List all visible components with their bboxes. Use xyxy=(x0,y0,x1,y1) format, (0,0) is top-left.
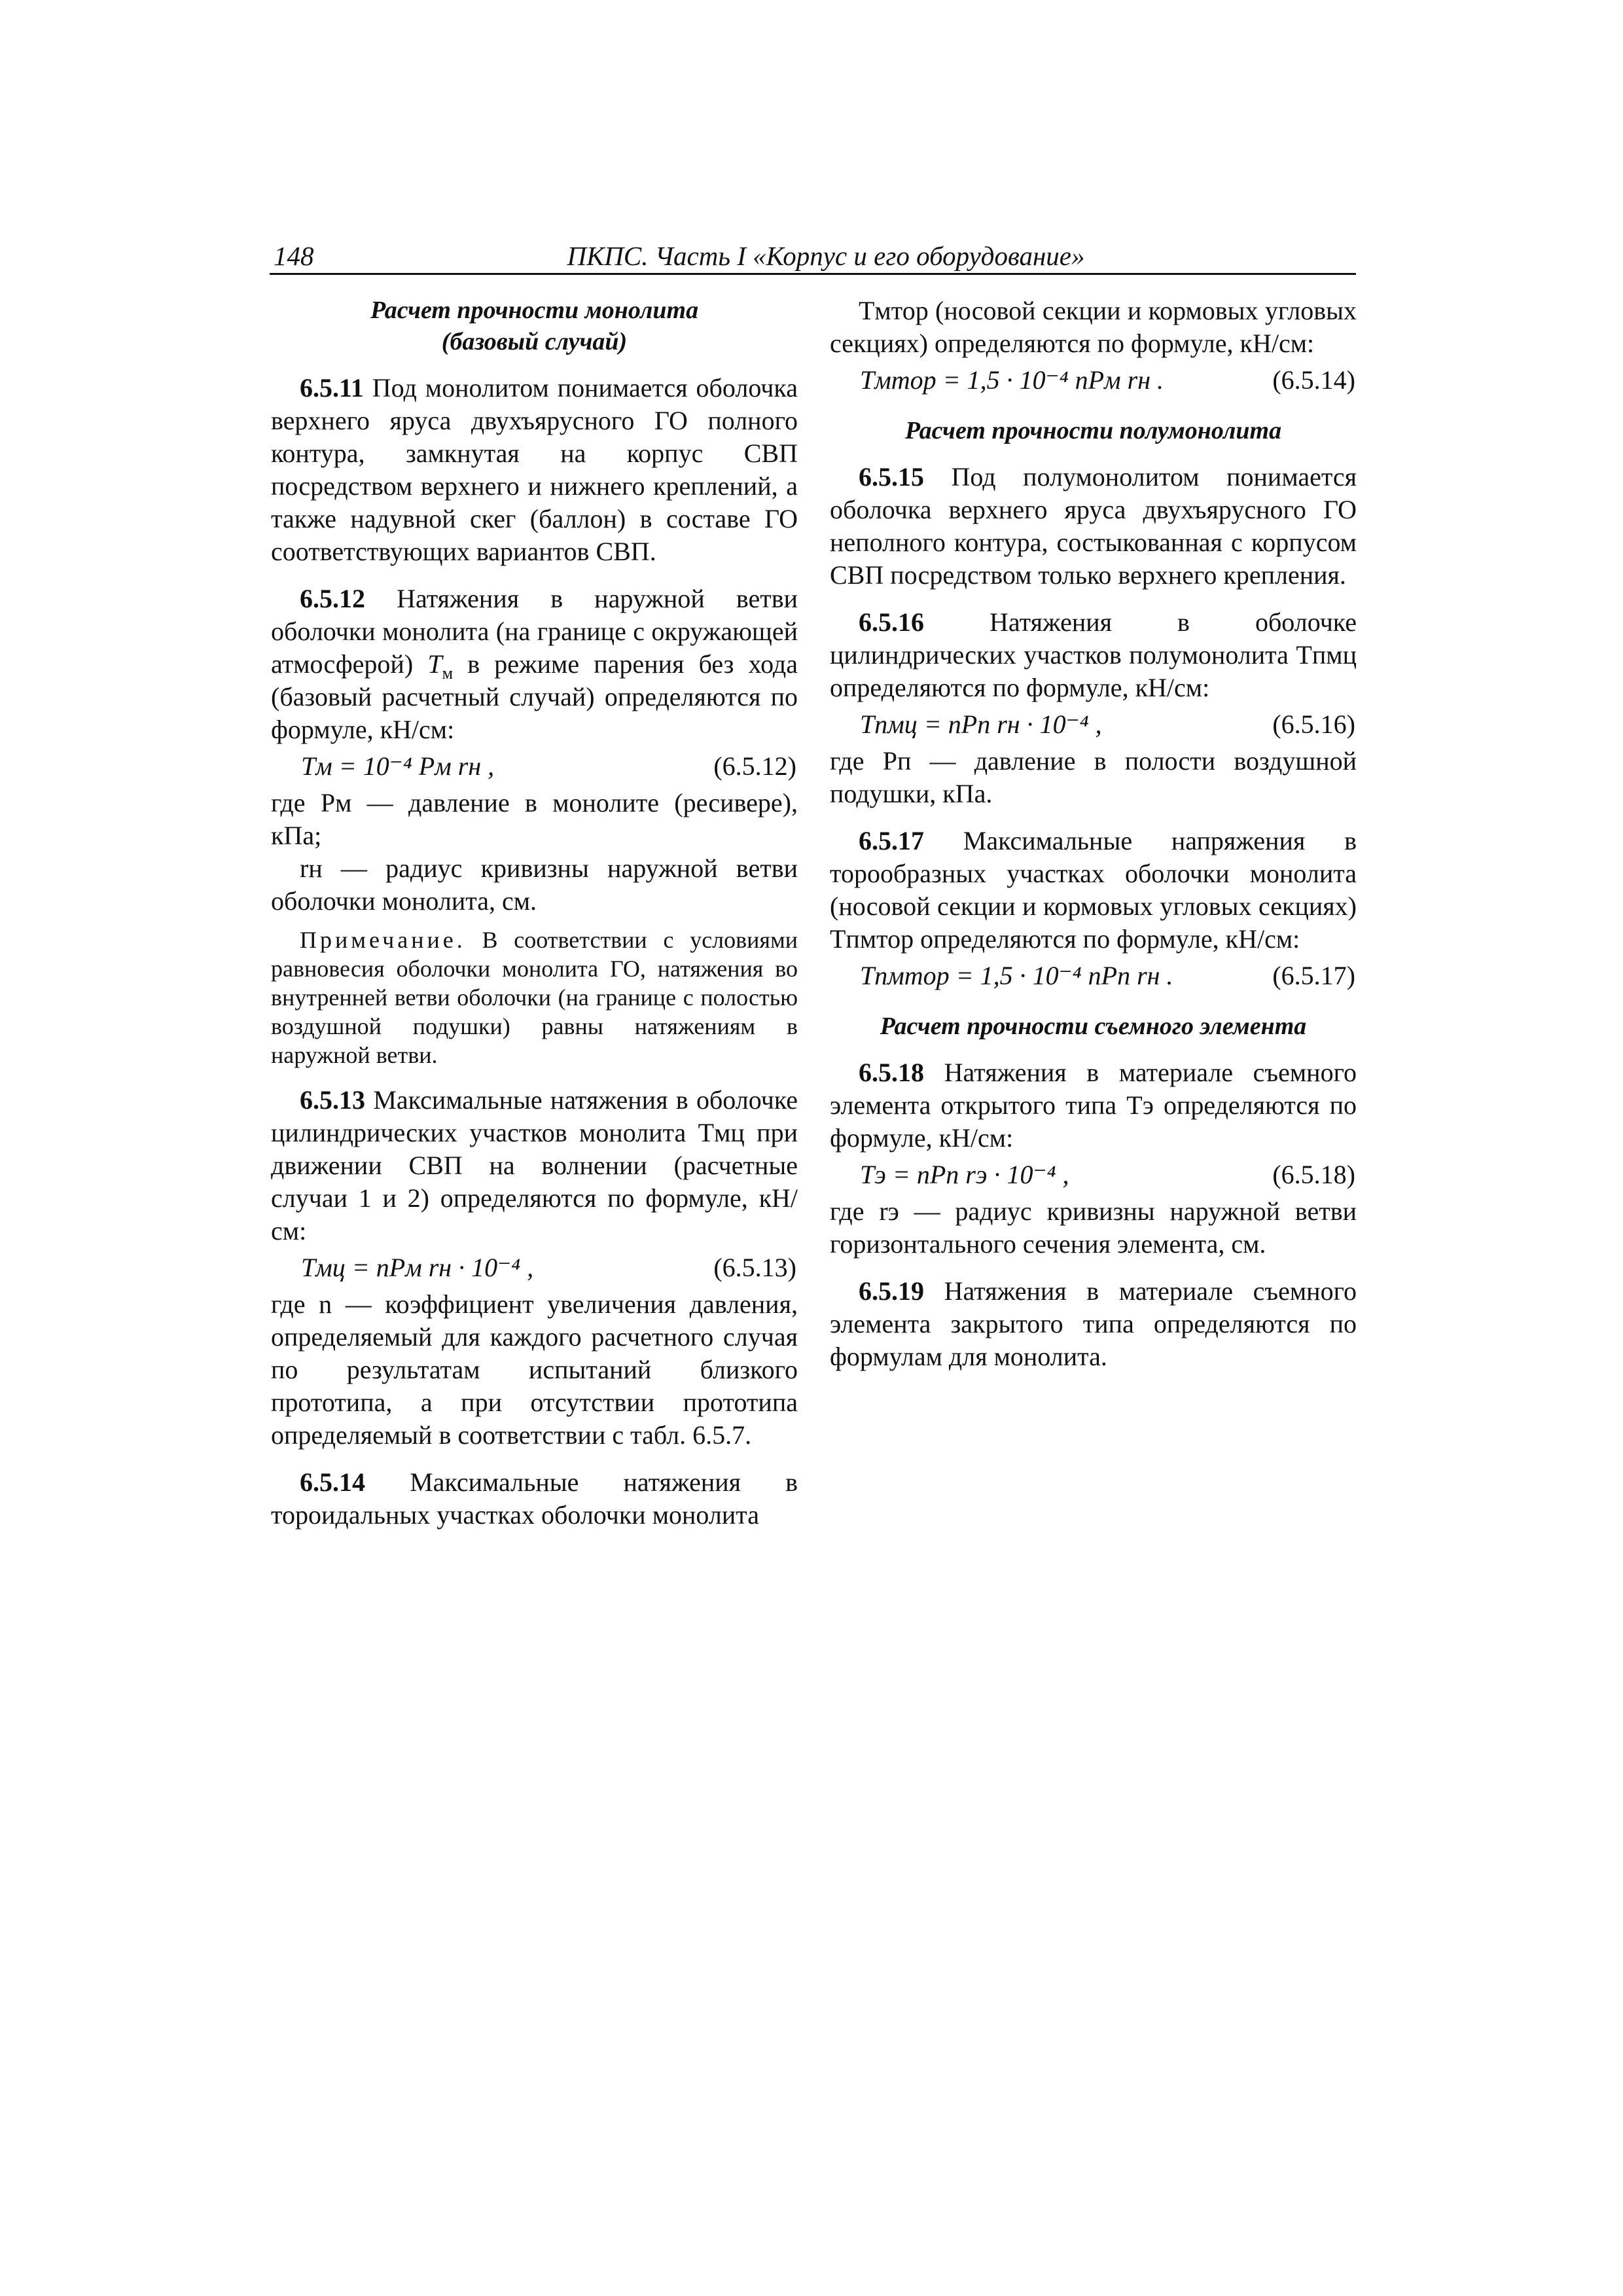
definition-re: где rэ — радиус кривизны наружной ветви горизонтального сечения элемента, см. xyxy=(830,1196,1357,1259)
equation-number: (6.5.14) xyxy=(1272,365,1355,395)
section-title-monolith xyxy=(271,295,798,357)
paragraph-6-5-18 xyxy=(830,1056,1357,1155)
definition-n: где n — коэффициент увеличения давления, определяемый для каждого расчетного случая по результатам испытаний близкого прототипа, а при отсутствии прототипа определяемый в соответствии с табл. 6.5.7. xyxy=(271,1289,798,1450)
symbol-tm: $T_м$ xyxy=(427,649,454,683)
equation-number: (6.5.16) xyxy=(1272,709,1355,739)
clause-number: 6.5.14 xyxy=(300,1467,365,1497)
clause-number: 6.5.18 xyxy=(859,1058,924,1087)
section-title-line: Расчет прочности монолита xyxy=(370,296,699,324)
paragraph-6-5-11 xyxy=(271,372,798,568)
clause-text: Натяжения в материале съемного элемента закрытого типа определяются по формулам для монолита. xyxy=(830,1276,1357,1371)
formula-expression: Tпмтор = 1,5 · 10⁻⁴ nPп rн . xyxy=(860,961,1173,990)
clause-number: 6.5.11 xyxy=(300,373,364,403)
definition-pp: где Pп — давление в полости воздушной подушки, кПа. xyxy=(830,746,1357,808)
clause-text: Максимальные напряжения в торообразных участках оболочки монолита (носовой секции и кормовых угловых секциях) Tпмтор определяются по формуле, кН/см: xyxy=(830,826,1357,954)
clause-text: Натяжения в оболочке цилиндрических участков полумонолита Tпмц определяются по формуле, кН/см: xyxy=(830,607,1357,702)
clause-text: Натяжения в наружной ветви оболочки монолита (на границе с окружающей атмосферой) xyxy=(271,584,798,679)
paragraph-6-5-17 xyxy=(830,825,1357,956)
formula-expression: Tмтор = 1,5 · 10⁻⁴ nPм rн . xyxy=(860,365,1164,395)
definition-pm: где Pм — давление в монолите (ресивере), кПа; xyxy=(271,788,798,850)
section-title-line: (базовый случай) xyxy=(441,328,628,355)
paragraph-6-5-19 xyxy=(830,1275,1357,1373)
clause-text: Натяжения в материале съемного элемента открытого типа Tэ определяются по формуле, кН/см: xyxy=(830,1058,1357,1153)
clause-number: 6.5.17 xyxy=(859,826,924,855)
section-title-removable-element: Расчет прочности съемного элемента xyxy=(880,1013,1307,1040)
clause-number: 6.5.15 xyxy=(859,462,924,492)
formula-6-5-14 xyxy=(830,360,1357,401)
equation-number: (6.5.13) xyxy=(713,1253,796,1282)
paragraph-6-5-15 xyxy=(830,461,1357,592)
running-head: ПКПС. Часть I «Корпус и его оборудование» xyxy=(567,241,1085,271)
formula-expression: Tм = 10⁻⁴ Pм rн , xyxy=(301,751,495,781)
paragraph-6-5-14 xyxy=(271,1466,798,1532)
note-text: В соответствии с условиями равновесия оболочки монолита ГО, натяжения во внутренней ветви оболочки (на границе с полостью воздушной подушки) равны натяжениям в наружной ветви. xyxy=(271,927,798,1068)
clause-number: 6.5.12 xyxy=(300,584,365,613)
clause-text: Максимальные натяжения в оболочке цилиндрических участков монолита Tмц при движении СВП на волнении (расчетные случаи 1 и 2) определяются по формуле, кН/см: xyxy=(271,1085,798,1246)
clause-number: 6.5.16 xyxy=(859,607,924,637)
definition-rn: rн — радиус кривизны наружной ветви оболочки монолита, см. xyxy=(271,853,798,916)
note xyxy=(271,925,798,1069)
right-column xyxy=(830,295,1357,1373)
formula-expression: Tпмц = nPп rн · 10⁻⁴ , xyxy=(860,709,1102,739)
formula-6-5-12 xyxy=(271,746,798,787)
clause-text: Под полумонолитом понимается оболочка верхнего яруса двухъярусного ГО неполного контура, состыкованная с корпусом СВП посредством только верхнего крепления. xyxy=(830,462,1357,590)
clause-text: Под монолитом понимается оболочка верхнего яруса двухъярусного ГО полного контура, замкнутая на корпус СВП посредством верхнего и нижнего креплений, а также надувной скег (баллон) в составе ГО соответствующих вариантов СВП. xyxy=(271,373,798,566)
left-column xyxy=(271,295,798,1532)
clause-text: в режиме парения без хода (базовый расчетный случай) определяются по формуле, кН/см: xyxy=(271,649,798,744)
paragraph-6-5-13 xyxy=(271,1084,798,1247)
paragraph-6-5-12 xyxy=(271,583,798,746)
clause-number: 6.5.13 xyxy=(300,1085,365,1115)
clause-number: 6.5.19 xyxy=(859,1276,924,1306)
formula-6-5-13 xyxy=(271,1247,798,1288)
clause-text: Максимальные натяжения в тороидальных участках оболочки монолита xyxy=(271,1467,798,1530)
formula-expression: Tмц = nPм rн · 10⁻⁴ , xyxy=(301,1253,534,1282)
formula-6-5-17 xyxy=(830,956,1357,996)
formula-6-5-18 xyxy=(830,1155,1357,1195)
paragraph-6-5-16 xyxy=(830,606,1357,704)
equation-number: (6.5.17) xyxy=(1272,961,1355,990)
page-header xyxy=(270,239,1356,275)
equation-number: (6.5.12) xyxy=(713,751,796,781)
page-number: 148 xyxy=(274,241,314,271)
equation-number: (6.5.18) xyxy=(1272,1160,1355,1189)
formula-expression: Tэ = nPп rэ · 10⁻⁴ , xyxy=(860,1160,1069,1189)
note-label: Примечание. xyxy=(300,927,466,953)
section-title-semimonolith: Расчет прочности полумонолита xyxy=(904,417,1282,444)
formula-6-5-16 xyxy=(830,704,1357,745)
paragraph-6-5-14-continued: Tмтор (носовой секции и кормовых угловых секциях) определяются по формуле, кН/см: xyxy=(830,296,1357,358)
